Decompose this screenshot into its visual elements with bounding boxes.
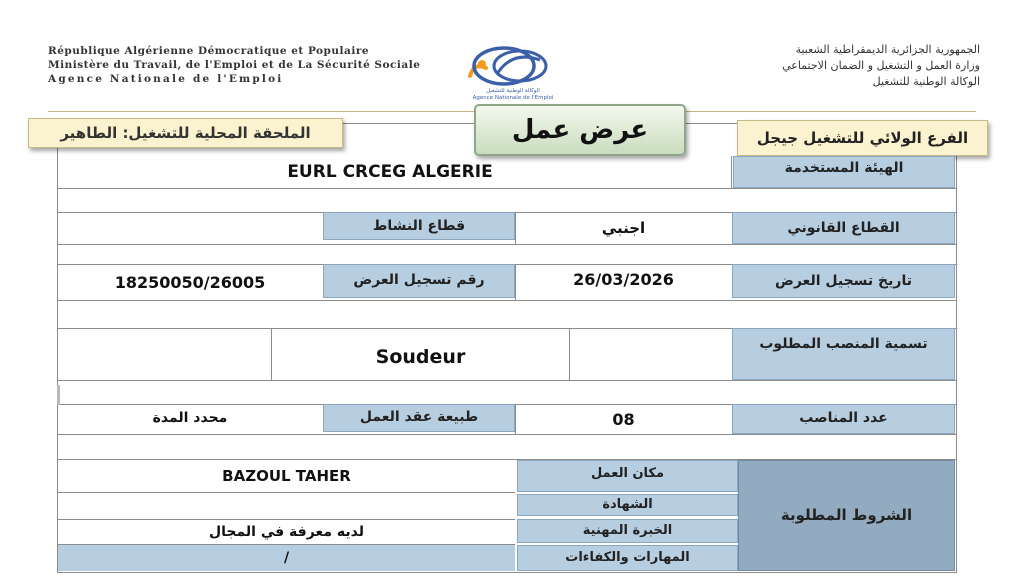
legal-sector-value: اجنبي [601, 219, 646, 237]
positions-count-value: 08 [612, 410, 635, 429]
header-fr-line2: Ministère du Travail, de l'Emploi et de La Sécurité Sociale [48, 59, 421, 71]
header-french [48, 44, 421, 86]
header-ar-line3: الوكالة الوطنية للتشغيل [872, 75, 980, 88]
row-divider [57, 300, 957, 301]
experience-value: لديه معرفة في المجال [209, 524, 364, 540]
row-divider [57, 434, 957, 435]
header-fr-line1: République Algérienne Démocratique et Populaire [48, 45, 370, 57]
skills-value: / [58, 545, 515, 571]
job-offer-title: عرض عمل [474, 104, 686, 156]
employer-value: EURL CRCEG ALGERIE [287, 162, 493, 182]
header-arabic [600, 42, 980, 90]
col-divider [731, 156, 732, 188]
col-divider [569, 328, 570, 380]
contract-type-value: محدد المدة [152, 410, 228, 426]
logo-caption-fr: Agence Nationale de l'Emploi [472, 95, 554, 101]
skills-label: المهارات والكفاءات [517, 545, 738, 571]
row-divider [57, 188, 957, 189]
offer-number-value: 18250050/26005 [114, 273, 266, 292]
logo-caption [446, 88, 580, 102]
activity-sector-value [58, 214, 322, 242]
position-label: تسمية المنصب المطلوب [732, 328, 955, 380]
contract-type-label: طبيعة عقد العمل [323, 404, 515, 432]
row-divider [57, 244, 957, 245]
logo-caption-ar: الوكالة الوطنية للتشغيل [486, 88, 540, 94]
header-ar-line1: الجمهورية الجزائرية الديمقراطية الشعبية [795, 43, 980, 56]
employer-label: الهيئة المستخدمة [733, 156, 955, 188]
wilaya-branch-banner: الفرع الولائي للتشغيل جيجل [737, 120, 988, 156]
diploma-label: الشهادة [517, 494, 738, 516]
offer-number-label: رقم تسجيل العرض [323, 264, 515, 298]
requirements-label: الشروط المطلوبة [738, 460, 955, 571]
local-annex-banner: الملحقة المحلية للتشغيل: الطاهير [28, 118, 343, 148]
activity-sector-label: قطاع النشاط [323, 212, 515, 240]
legal-sector-label: القطاع القانوني [732, 212, 955, 244]
experience-label: الخبرة المهنية [517, 519, 738, 543]
offer-date-value: 26/03/2026 [573, 270, 674, 289]
workplace-label: مكان العمل [517, 460, 738, 492]
header-fr-line3: Agence Nationale de l'Emploi [48, 73, 284, 85]
col-divider [57, 385, 60, 405]
positions-count-label: عدد المناصب [732, 404, 955, 434]
position-value: Soudeur [375, 346, 466, 368]
header-ar-line2: وزارة العمل و التشغيل و الضمان الاجتماعي [782, 59, 980, 72]
workplace-value: BAZOUL TAHER [222, 467, 351, 485]
row-divider [57, 492, 515, 493]
diploma-value [58, 494, 515, 518]
offer-date-label: تاريخ تسجيل العرض [732, 264, 955, 298]
row-divider [57, 380, 957, 381]
